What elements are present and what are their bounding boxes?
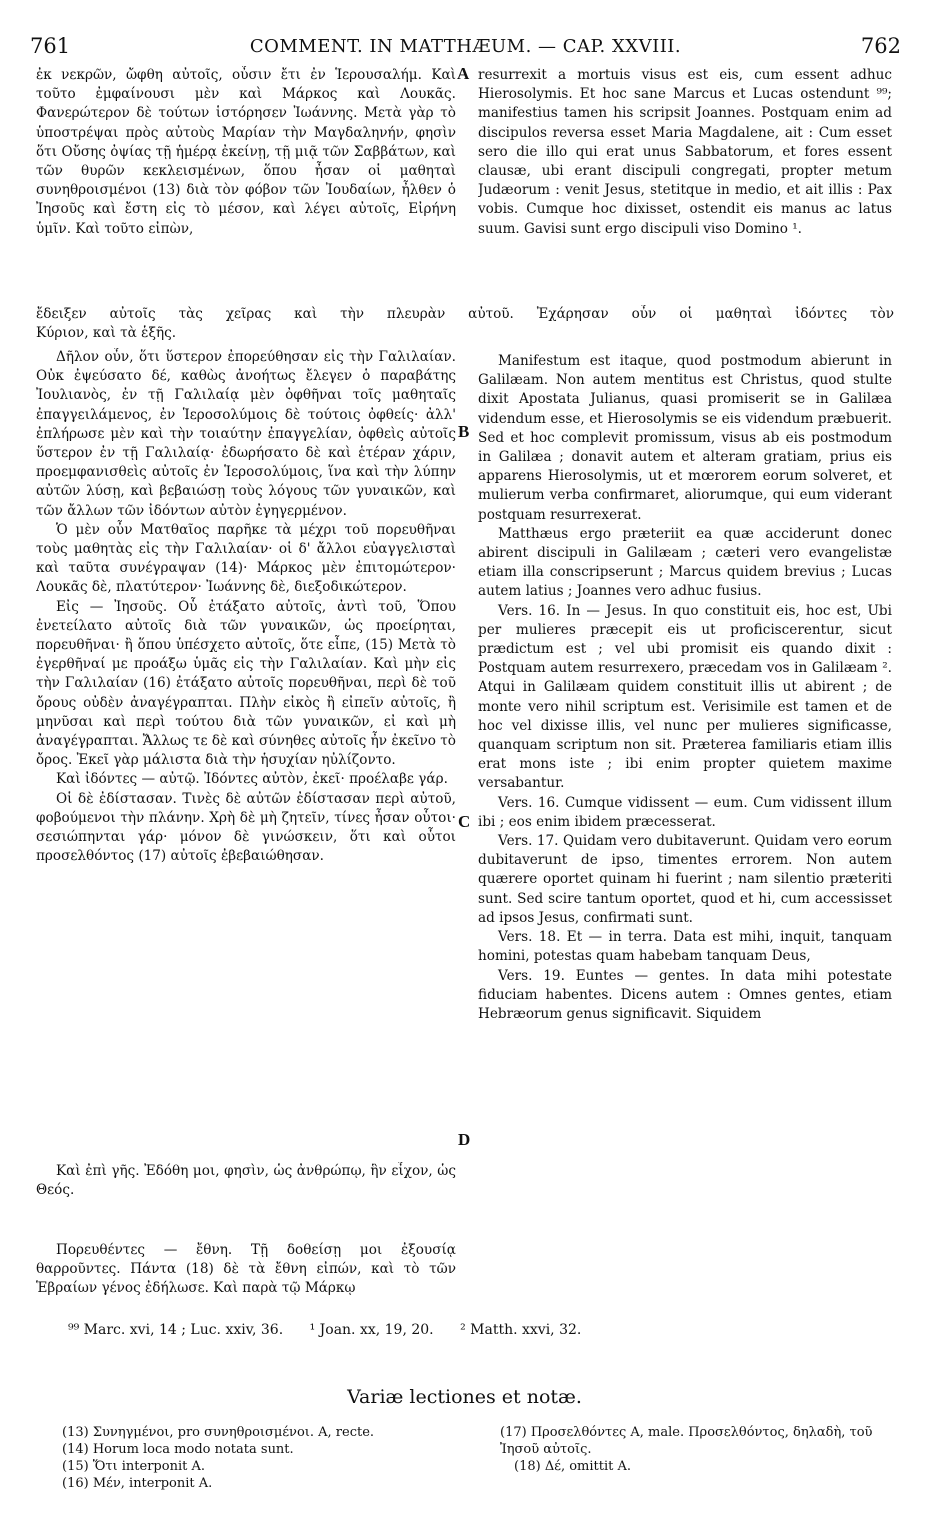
margin-letter-c: C xyxy=(458,812,471,831)
latin-column-top xyxy=(478,66,892,304)
greek-spanning-line-2: Κύριον, καὶ τὰ ἑξῆς. xyxy=(36,325,177,341)
greek-paragraph: Καὶ ἐπὶ γῆς. Ἐδόθη μοι, φησὶν, ὡς ἀνθρώπῳ, ἣν εἶχον, ὡς Θεός. xyxy=(36,1163,456,1199)
footnotes xyxy=(68,1322,848,1338)
footnote: ¹ Joan. xx, 19, 20. xyxy=(309,1322,434,1338)
greek-verse-18 xyxy=(36,1162,456,1202)
page-header xyxy=(30,34,901,62)
variant-note: (17) Προσελθόντες A, male. Προσελθόντος, δηλαδὴ, τοῦ Ἰησοῦ αὐτοῖς. xyxy=(500,1425,873,1457)
latin-column-main xyxy=(478,352,892,1302)
variant-note: (14) Horum loca modo notata sunt. xyxy=(62,1442,294,1457)
variant-note: (15) Ὅτι interponit A. xyxy=(62,1459,205,1474)
greek-paragraph: Ὁ μὲν οὖν Ματθαῖος παρῆκε τὰ μέχρι τοῦ πορευθῆναι τοὺς μαθητὰς εἰς τὴν Γαλιλαίαν· οἱ δ' ἄλλοι εὐαγγελισταὶ καὶ ταῦτα συνέγραψαν (14)· Μάρκος μὲν ἐπιτομώτερον· Λουκᾶς δὲ, πλατύτερον· Ἰωάννης δὲ, διεξοδικώτερον. xyxy=(36,521,456,596)
greek-spanning-line: ἔδειξεν αὐτοῖς τὰς χεῖρας καὶ τὴν πλευρὰν αὐτοῦ. Ἐχάρησαν οὖν οἱ μαθηταὶ ἰδόντες τὸν xyxy=(36,306,894,322)
greek-verse-19 xyxy=(36,1241,456,1303)
page-number-right: 762 xyxy=(860,34,901,58)
latin-paragraph: Vers. 17. Quidam vero dubitaverunt. Quidam vero eorum dubitaverunt de ipso, timentes errorem. Non autem quærere oportet quinam hi fuerint ; nam silentio præteriti sunt. Sed scire tantum oportet, quod et hi, cum accessisset ad ipsos Jesus, confirmati sunt. xyxy=(478,833,892,926)
greek-column-top xyxy=(36,66,456,304)
latin-paragraph: resurrexit a mortuis visus est eis, cum essent adhuc Hierosolymis. Et hoc sane Marcus et Lucas ostendunt ⁹⁹; manifestius tamen his scripsit Joannes. Postquam enim ad discipulos reversa esset Maria Magdalene, ait : Cum esset sero die illo qui erat unus Sabbatorum, et fores essent clausæ, ubi erant discipuli congregati, propter metum Judæorum : venit Jesus, stetitque in medio, et ait illis : Pax vobis. Cumque hoc dixisset, ostendit eis manus ac latus suum. Gavisi sunt ergo discipuli viso Domino ¹. xyxy=(478,67,892,237)
latin-paragraph: Vers. 16. In — Jesus. In quo constituit eis, hoc est, Ubi per mulieres præcepit eis ut proficiscerentur, sicut prædictum est ; vel ubi promisit eis quando dixit : Postquam autem resurrexero, præcedam vos in Galilæam ². Atqui in Galilæam quidem constituit illis ut abirent ; de monte vero nihil scriptum est. Verisimile est tamen et de hoc vel dixisse illis, vel nunc per mulieres significasse, quanquam scriptum non sit. Præterea familiaris etiam illis erat mons iste ; ibi enim propter quietem maxime versabantur. xyxy=(478,602,892,792)
margin-letter-d: D xyxy=(458,1130,471,1149)
variant-note: (18) Δέ, omittit A. xyxy=(514,1459,631,1474)
greek-paragraph: Εἰς — Ἰησοῦς. Οὗ ἐτάξατο αὐτοῖς, ἀντὶ τοῦ, Ὅπου ἐνετείλατο αὐτοῖς διὰ τῶν γυναικῶν, ὡς προείρηται, πορευθῆναι· ἢ ὅπου ὑπέσχετο αὐτοῖς, ὅτε εἶπε, (15) Μετὰ τὸ ἐγερθῆναί με προάξω ὑμᾶς εἰς τὴν Γαλιλαίαν. Καὶ μὴν εἰς τὴν Γαλιλαίαν (16) ἐτάξατο αὐτοῖς πορευθῆναι, περὶ δὲ τοῦ ὄρους οὐδὲν ἀναγέγραπται. Πλὴν εἰκὸς ἢ εἰπεῖν αὐτοῖς, ἢ μηνῦσαι καὶ περὶ τούτου διὰ τῶν γυναικῶν, εἰ καὶ μὴ ἀναγέγραπται. Ἄλλως τε δὲ καὶ σύνηθες αὐτοῖς ἦν ἐκεῖνο τὸ ὄρος. Ἐκεῖ γὰρ μάλιστα διὰ τὴν ἡσυχίαν ηὐλίζοντο. xyxy=(36,598,456,769)
latin-paragraph: Vers. 19. Euntes — gentes. In data mihi potestate fiduciam habentes. Dicens autem : Omnes gentes, etiam Hebræorum genus significavit. Siquidem xyxy=(478,967,892,1022)
variant-note: (13) Συνηγμένοι, pro συνηθροισμένοι. A, recte. xyxy=(62,1425,375,1440)
margin-letter-a: A xyxy=(457,64,470,83)
footnote: ⁹⁹ Marc. xvi, 14 ; Luc. xxiv, 36. xyxy=(68,1322,284,1338)
greek-paragraph: Πορευθέντες — ἔθνη. Τῇ δοθείσῃ μοι ἐξουσίᾳ θαρροῦντες. Πάντα (18) δὲ τὰ ἔθνη εἰπών, καὶ τὸ τῶν Ἑβραίων γένος ἐδήλωσε. Καὶ παρὰ τῷ Μάρκῳ xyxy=(36,1242,456,1297)
footnote: ² Matth. xxvi, 32. xyxy=(460,1322,582,1338)
latin-paragraph: Vers. 18. Et — in terra. Data est mihi, inquit, tanquam homini, potestas quam habebam tanquam Deus, xyxy=(478,929,892,965)
greek-paragraph: Καὶ ἰδόντες — αὐτῷ. Ἰδόντες αὐτὸν, ἐκεῖ· προέλαβε γάρ. xyxy=(56,771,448,788)
greek-paragraph: ἐκ νεκρῶν, ὤφθη αὐτοῖς, οὖσιν ἔτι ἐν Ἱερουσαλήμ. Καὶ τοῦτο ἐμφαίνουσι μὲν καὶ Μάρκος καὶ Λουκᾶς. Φανερώτερον δὲ τούτων ἱστόρησεν Ἰωάννης. Μετὰ γὰρ τὸ ὑποστρέψαι πρὸς αὐτοὺς Μαρίαν τὴν Μαγδαληνήν, φησὶν ὅτι Οὔσης ὀψίας τῇ ἡμέρᾳ ἐκείνῃ, τῇ μιᾷ τῶν Σαββάτων, καὶ τῶν θυρῶν κεκλεισμένων, ὅπου ἦσαν οἱ μαθηταὶ συνηθροισμένοι (13) διὰ τὸν φόβον τῶν Ἰουδαίων, ἦλθεν ὁ Ἰησοῦς καὶ ἔστη εἰς τὸ μέσον, καὶ λέγει αὐτοῖς, Εἰρήνη ὑμῖν. Καὶ τοῦτο εἰπὼν, xyxy=(36,67,456,237)
latin-paragraph: Manifestum est itaque, quod postmodum abierunt in Galilæam. Non autem mentitus est Christus, quod stulte dixit Apostata Julianus, quasi promiserit se in Galilæa videndum esse, et Hierosolymis se eis videndum præbuerit. Sed et hoc complevit promissum, visus ab eis postmodum in Galilæa ; donavit autem et alteram gratiam, prius eis apparens Hierosolymis, ut et mœrorem eorum solveret, et mulierum verba confirmaret, aliorumque, qui eum viderant postquam resurrexerat. xyxy=(478,353,892,523)
variae-lectiones-title: Variæ lectiones et notæ. xyxy=(347,1386,582,1408)
greek-column-main xyxy=(36,348,456,1140)
latin-paragraph: Vers. 16. Cumque vidissent — eum. Cum vidissent illum ibi ; eos enim ibidem præcesserat. xyxy=(478,794,892,830)
variant-notes-left xyxy=(62,1424,462,1492)
greek-paragraph: Δῆλον οὖν, ὅτι ὕστερον ἐπορεύθησαν εἰς τὴν Γαλιλαίαν. Οὐκ ἐψεύσατο δέ, καθὼς ἀνοήτως ἔλεγεν ὁ παραβάτης Ἰουλιανὸς, ἐν τῇ Γαλιλαίᾳ μὲν ὀφθῆναι τοῖς μαθηταῖς ἐπαγγειλάμενος, ἐν Ἱεροσολύμοις δὲ τούτοις ὀφθείς· ἀλλ' ἐπλήρωσε μὲν καὶ τὴν τοιαύτην ἐπαγγελίαν, ὀφθεὶς αὐτοῖς ὕστερον ἐν τῇ Γαλιλαίᾳ· ἐδωρήσατο δὲ καὶ ἑτέραν χάριν, προεμφανισθεὶς αὐτοῖς ἐν Ἱεροσολύμοις, ἵνα καὶ τὴν λύπην αὐτῶν λύσῃ, καὶ βεβαιώσῃ τοὺς λόγους τῶν γυναικῶν, καὶ τῶν ἄλλων τῶν ἰδόντων αὐτὸν ἐγηγερμένον. xyxy=(36,349,456,519)
variant-note: (16) Μέν, interponit A. xyxy=(62,1476,213,1491)
latin-paragraph: Matthæus ergo præteriit ea quæ acciderunt donec abirent discipuli in Galilæam ; cæteri vero evangelistæ etiam illa conscripserunt ; Marcus quidem brevius ; Lucas autem latius ; Joannes vero adhuc fusius. xyxy=(478,525,892,600)
margin-letter-b: B xyxy=(458,422,470,441)
greek-paragraph: Οἱ δὲ ἐδίστασαν. Τινὲς δὲ αὐτῶν ἐδίστασαν περὶ αὐτοῦ, φοβούμενοι τὴν πλάνην. Χρὴ δὲ μὴ ζητεῖν, τίνες ἦσαν οὗτοι· σεσιώπηνται γάρ· μόνον δὲ γινώσκειν, ὅτι καὶ οὗτοι προσελθόντος (17) αὐτοῖς ἐβεβαιώθησαν. xyxy=(36,790,456,865)
variant-notes-right xyxy=(500,1424,910,1475)
running-title: COMMENT. IN MATTHÆUM. — CAP. XXVIII. xyxy=(249,36,682,57)
page-number-left: 761 xyxy=(30,34,71,58)
